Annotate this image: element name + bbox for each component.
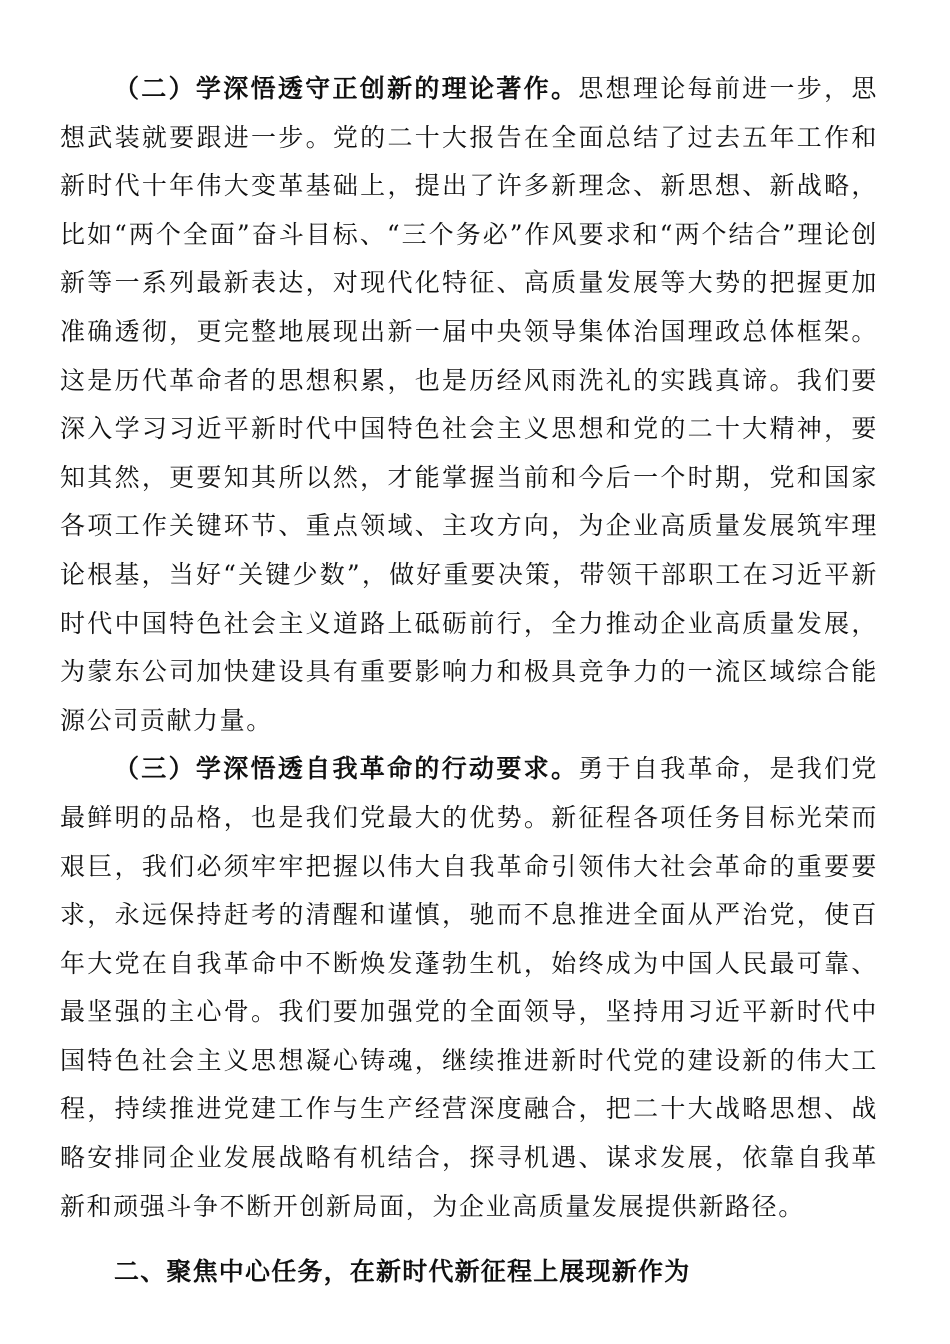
document-body — [60, 65, 878, 1297]
paragraph-theory-works — [60, 65, 878, 745]
paragraph-lead-heading: （三）学深悟透自我革命的行动要求。 — [114, 754, 579, 784]
paragraph-body-text: 思想理论每前进一步，思想武装就要跟进一步。党的二十大报告在全面总结了过去五年工作和新时代十年伟大变革基础上，提出了许多新理念、新思想、新战略，比如“两个全面”奋斗目标、“三个务必”作风要求和“两个结合”理论创新等一系列最新表达，对现代化特征、高质量发展等大势的把握更加准确透彻，更完整地展现出新一届中央领导集体治国理政总体框架。这是历代革命者的思想积累，也是历经风雨洗礼的实践真谛。我们要深入学习习近平新时代中国特色社会主义思想和党的二十大精神，要知其然，更要知其所以然，才能掌握当前和今后一个时期，党和国家各项工作关键环节、重点领域、主攻方向，为企业高质量发展筑牢理论根基，当好“关键少数”，做好重要决策，带领干部职工在习近平新时代中国特色社会主义道路上砥砺前行，全力推动企业高质量发展，为蒙东公司加快建设具有重要影响力和极具竞争力的一流区域综合能源公司贡献力量。 — [60, 74, 879, 735]
section-heading: 二、聚焦中心任务，在新时代新征程上展现新作为 — [114, 1257, 691, 1287]
paragraph-body-text: 勇于自我革命，是我们党最鲜明的品格，也是我们党最大的优势。新征程各项任务目标光荣而艰巨，我们必须牢牢把握以伟大自我革命引领伟大社会革命的重要要求，永远保持赶考的清醒和谨慎，驰而不息推进全面从严治党，使百年大党在自我革命中不断焕发蓬勃生机，始终成为中国人民最可靠、最坚强的主心骨。我们要加强党的全面领导，坚持用习近平新时代中国特色社会主义思想凝心铸魂，继续推进新时代党的建设新的伟大工程，持续推进党建工作与生产经营深度融合，把二十大战略思想、战略安排同企业发展战略有机结合，探寻机遇、谋求发展，依靠自我革新和顽强斗争不断开创新局面，为企业高质量发展提供新路径。 — [60, 754, 879, 1221]
paragraph-self-revolution — [60, 745, 878, 1231]
paragraph-lead-heading: （二）学深悟透守正创新的理论著作。 — [114, 74, 579, 103]
